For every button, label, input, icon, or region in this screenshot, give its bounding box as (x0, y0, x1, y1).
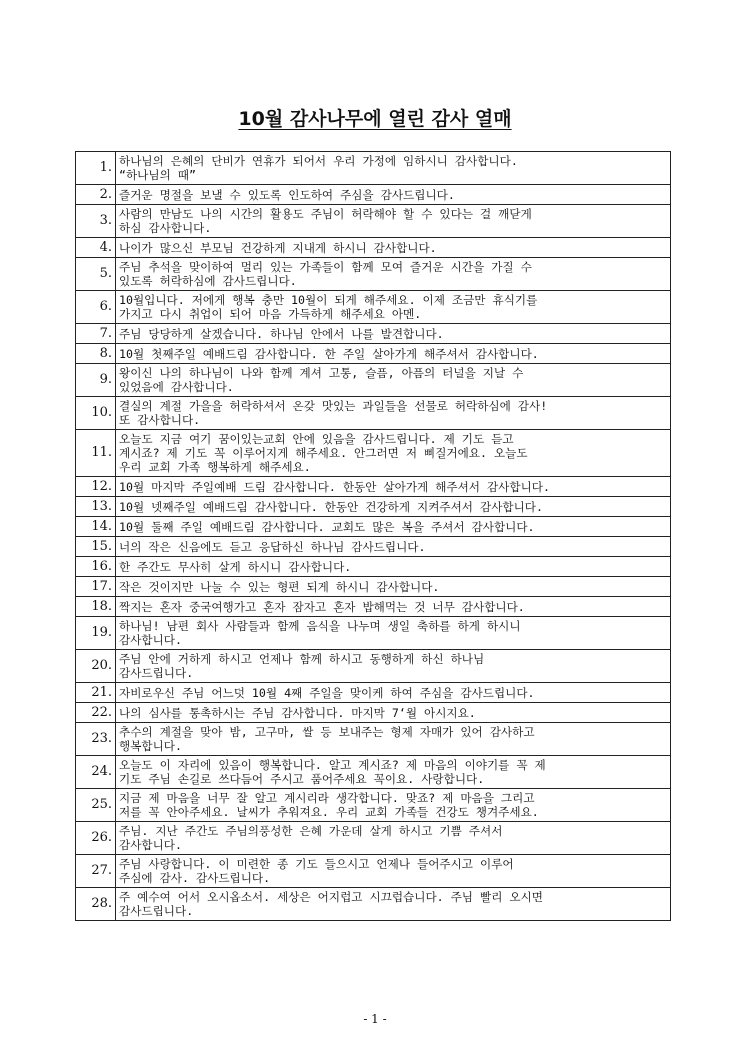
item-text: 지금 제 마음을 너무 잘 알고 계시리라 생각합니다. 맞죠? 제 마음을 그리고 저를 꼭 안아주세요. 날씨가 추워져요. 우리 교회 가족들 건강도 챙겨주세요. (116, 789, 671, 822)
table-row (76, 430, 671, 477)
gratitude-table (75, 151, 671, 921)
item-number: 18. (76, 597, 116, 617)
table-row (76, 397, 671, 430)
table-row (76, 152, 671, 185)
item-text: 너의 작은 신음에도 듣고 응답하신 하나님 감사드립니다. (116, 537, 671, 557)
item-text: 작은 것이지만 나눌 수 있는 형편 되게 하시니 감사합니다. (116, 577, 671, 597)
item-number: 26. (76, 822, 116, 855)
table-row (76, 703, 671, 723)
page-number: - 1 - (363, 1012, 387, 1026)
item-text: 주 예수여 어서 오시옵소서. 세상은 어지럽고 시끄럽습니다. 주님 빨리 오시면 감사드립니다. (116, 888, 671, 921)
item-number: 16. (76, 557, 116, 577)
table-row (76, 238, 671, 258)
item-number: 14. (76, 517, 116, 537)
table-row (76, 185, 671, 205)
item-text: 추수의 계절을 맞아 밤, 고구마, 쌀 등 보내주는 형제 자매가 있어 감사하고 행복합니다. (116, 723, 671, 756)
item-number: 10. (76, 397, 116, 430)
table-row (76, 364, 671, 397)
item-number: 6. (76, 291, 116, 324)
item-number: 9. (76, 364, 116, 397)
item-number: 4. (76, 238, 116, 258)
item-text: 결실의 계절 가을을 허락하셔서 온갖 맛있는 과일들을 선물로 허락하심에 감사! 또 감사합니다. (116, 397, 671, 430)
item-text: 주님 안에 거하게 하시고 언제나 함께 하시고 동행하게 하신 하나님 감사드립니다. (116, 650, 671, 683)
item-number: 7. (76, 324, 116, 344)
item-text: 주님 사랑합니다. 이 미련한 종 기도 들으시고 언제나 들어주시고 이루어 주심에 감사. 감사드립니다. (116, 855, 671, 888)
table-row (76, 497, 671, 517)
item-text: 10월 마지막 주일예배 드림 감사합니다. 한동안 살아가게 해주셔서 감사합니다. (116, 477, 671, 497)
item-text: 10월 넷째주일 예배드림 감사합니다. 한동안 건강하게 지켜주셔서 감사합니다. (116, 497, 671, 517)
table-row (76, 477, 671, 497)
item-number: 11. (76, 430, 116, 477)
item-text: 오늘도 지금 여기 꿈이있는교회 안에 있음을 감사드립니다. 제 기도 듣고 계시죠? 제 기도 꼭 이루어지게 해주세요. 안그러면 저 삐질거에요. 오늘도 우리 교회 가족 행복하게 해주세요. (116, 430, 671, 477)
item-text: 자비로우신 주님 어느덧 10월 4째 주일을 맞이케 하여 주심을 감사드립니다. (116, 683, 671, 703)
item-number: 19. (76, 617, 116, 650)
table-row (76, 855, 671, 888)
item-text: 주님 추석을 맞이하여 멀리 있는 가족들이 함께 모여 즐거운 시간을 가질 수 있도록 허락하심에 감사드립니다. (116, 258, 671, 291)
item-number: 25. (76, 789, 116, 822)
table-row (76, 324, 671, 344)
item-text: 10월 첫째주일 예배드림 감사합니다. 한 주일 살아가게 해주셔서 감사합니다. (116, 344, 671, 364)
item-number: 2. (76, 185, 116, 205)
item-text: 한 주간도 무사히 살게 하시니 감사합니다. (116, 557, 671, 577)
item-text: 나의 심사를 통촉하시는 주님 감사합니다. 마지막 7‘월 아시지요. (116, 703, 671, 723)
item-number: 21. (76, 683, 116, 703)
table-row (76, 617, 671, 650)
table-row (76, 723, 671, 756)
table-row (76, 756, 671, 789)
table-row (76, 517, 671, 537)
table-row (76, 291, 671, 324)
table-row (76, 683, 671, 703)
item-text: 주님 당당하게 살겠습니다. 하나님 안에서 나를 발견합니다. (116, 324, 671, 344)
item-number: 17. (76, 577, 116, 597)
item-number: 5. (76, 258, 116, 291)
item-text: 10월 둘째 주일 예배드림 감사합니다. 교회도 많은 복을 주셔서 감사합니다. (116, 517, 671, 537)
table-row (76, 258, 671, 291)
page-title-text: 10월 감사나무에 열린 감사 열매 (238, 108, 512, 130)
item-text: 주님. 지난 주간도 주님의풍성한 은혜 가운데 살게 하시고 기쁨 주셔서 감사합니다. (116, 822, 671, 855)
item-text: 즐거운 명절을 보낼 수 있도록 인도하여 주심을 감사드립니다. (116, 185, 671, 205)
item-text: 하나님! 남편 회사 사람들과 함께 음식을 나누며 생일 축하를 하게 하시니 감사합니다. (116, 617, 671, 650)
table-row (76, 557, 671, 577)
table-row (76, 822, 671, 855)
item-number: 27. (76, 855, 116, 888)
gratitude-table-body (76, 152, 671, 921)
table-row (76, 537, 671, 557)
table-row (76, 205, 671, 238)
table-row (76, 344, 671, 364)
item-number: 23. (76, 723, 116, 756)
item-text: 오늘도 이 자리에 있음이 행복합니다. 알고 계시죠? 제 마음의 이야기를 꼭 제 기도 주님 손길로 쓰다듬어 주시고 품어주세요 꼭이요. 사랑합니다. (116, 756, 671, 789)
table-row (76, 789, 671, 822)
item-number: 20. (76, 650, 116, 683)
item-number: 22. (76, 703, 116, 723)
item-number: 8. (76, 344, 116, 364)
page-title (0, 104, 750, 131)
item-text: 하나님의 은혜의 단비가 연휴가 되어서 우리 가정에 임하시니 감사합니다. “하나님의 때” (116, 152, 671, 185)
item-number: 13. (76, 497, 116, 517)
item-number: 1. (76, 152, 116, 185)
item-number: 28. (76, 888, 116, 921)
table-row (76, 650, 671, 683)
item-text: 10월입니다. 저에게 행복 충만 10월이 되게 해주세요. 이제 조금만 휴식기를 가지고 다시 취업이 되어 마음 가득하게 해주세요 아멘. (116, 291, 671, 324)
table-row (76, 597, 671, 617)
item-number: 15. (76, 537, 116, 557)
item-number: 3. (76, 205, 116, 238)
item-text: 짝지는 혼자 중국여행가고 혼자 잠자고 혼자 밥해먹는 것 너무 감사합니다. (116, 597, 671, 617)
item-text: 나이가 많으신 부모님 건강하게 지내게 하시니 감사합니다. (116, 238, 671, 258)
item-text: 사람의 만남도 나의 시간의 활용도 주님이 허락해야 할 수 있다는 걸 깨닫게 하심 감사합니다. (116, 205, 671, 238)
table-row (76, 577, 671, 597)
item-text: 왕이신 나의 하나님이 나와 함께 계셔 고통, 슬픔, 아픔의 터널을 지날 수 있었음에 감사합니다. (116, 364, 671, 397)
table-row (76, 888, 671, 921)
item-number: 24. (76, 756, 116, 789)
item-number: 12. (76, 477, 116, 497)
